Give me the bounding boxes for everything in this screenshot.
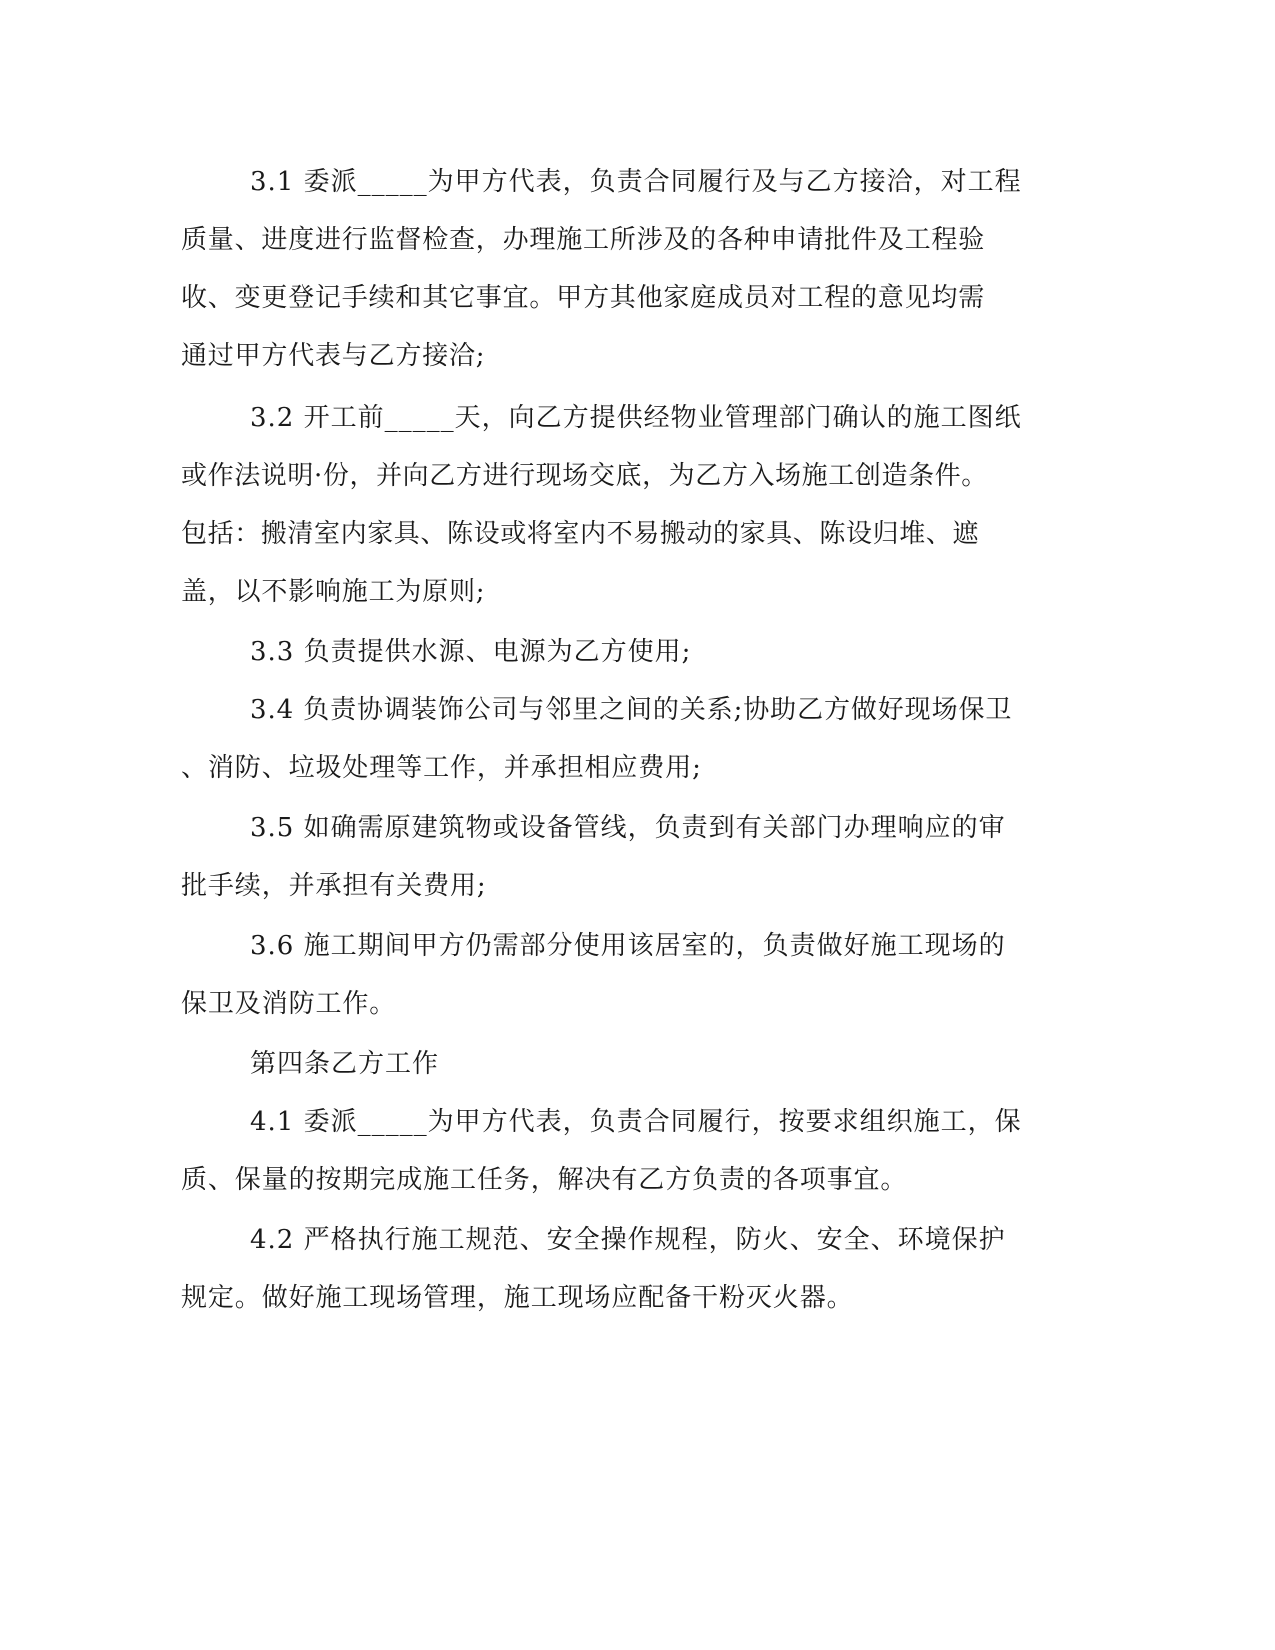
text-line: 4.2 严格执行施工规范、安全操作规程，防火、安全、环境保护	[250, 1225, 1006, 1255]
text-line: 3.6 施工期间甲方仍需部分使用该居室的，负责做好施工现场的	[250, 931, 1006, 961]
text-line: 或作法说明·份，并向乙方进行现场交底，为乙方入场施工创造条件。	[181, 461, 988, 491]
text-line: 批手续，并承担有关费用;	[181, 871, 487, 901]
text-line: 通过甲方代表与乙方接洽;	[181, 341, 486, 371]
text-line: 质、保量的按期完成施工任务，解决有乙方负责的各项事宜。	[181, 1165, 908, 1195]
text-line: 3.3 负责提供水源、电源为乙方使用;	[250, 637, 692, 667]
text-line: 4.1 委派_____为甲方代表，负责合同履行，按要求组织施工，保	[250, 1107, 1022, 1137]
text-line: 包括：搬清室内家具、陈设或将室内不易搬动的家具、陈设归堆、遮	[181, 519, 980, 549]
text-line: 3.4 负责协调装饰公司与邻里之间的关系;协助乙方做好现场保卫	[250, 695, 1013, 725]
text-line: 3.2 开工前_____天，向乙方提供经物业管理部门确认的施工图纸	[250, 403, 1022, 433]
text-line: 3.1 委派_____为甲方代表，负责合同履行及与乙方接洽，对工程	[250, 167, 1022, 197]
text-line: 保卫及消防工作。	[181, 989, 397, 1019]
text-line: 盖，以不影响施工为原则;	[181, 577, 486, 607]
text-line: 收、变更登记手续和其它事宜。甲方其他家庭成员对工程的意见均需	[181, 283, 986, 313]
text-line: 质量、进度进行监督检查，办理施工所涉及的各种申请批件及工程验	[181, 225, 986, 255]
text-line: 3.5 如确需原建筑物或设备管线，负责到有关部门办理响应的审	[250, 813, 1006, 843]
section-heading: 第四条乙方工作	[250, 1049, 440, 1079]
text-line: 规定。做好施工现场管理，施工现场应配备干粉灭火器。	[181, 1283, 854, 1313]
text-line: 、消防、垃圾处理等工作，并承担相应费用;	[181, 753, 702, 783]
